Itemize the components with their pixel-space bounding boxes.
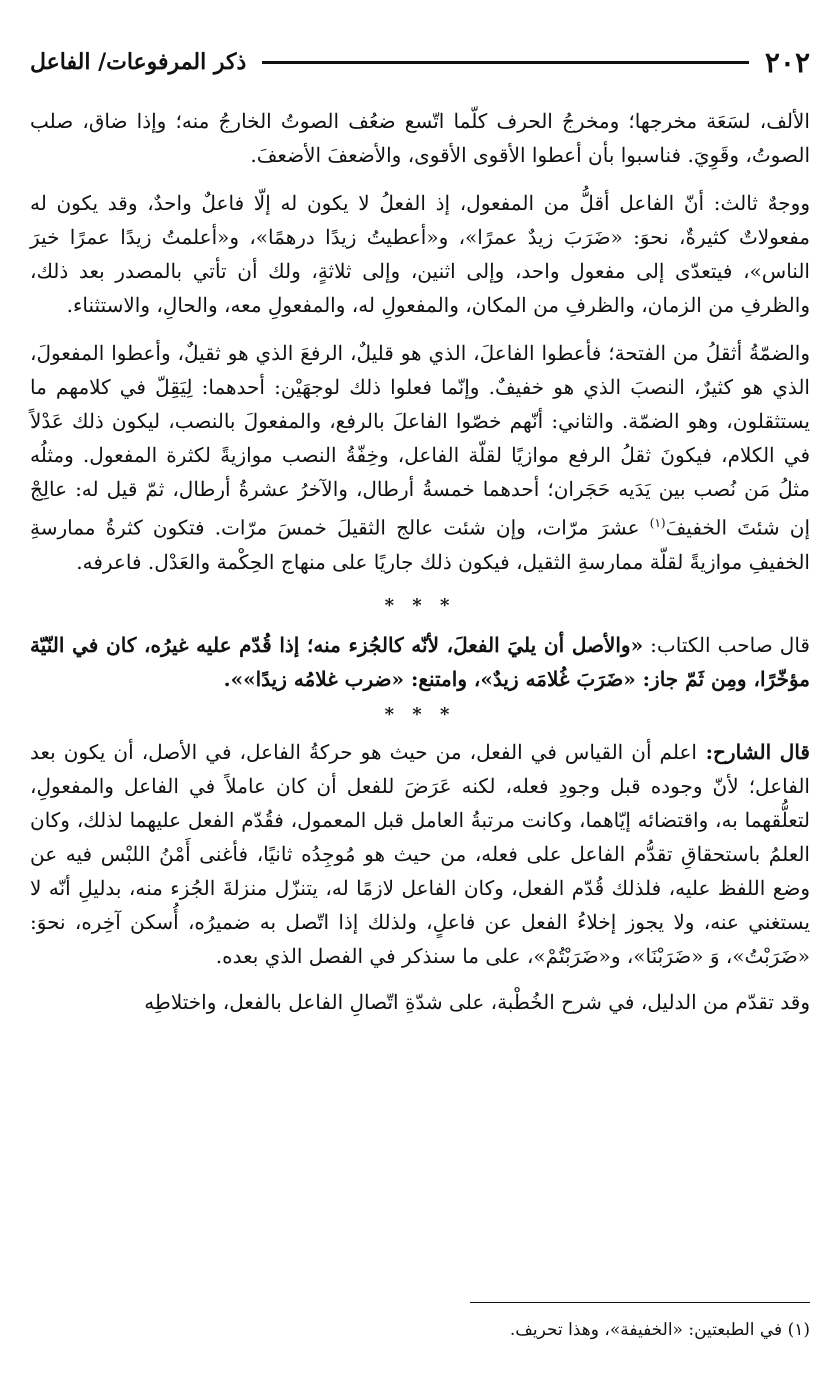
commentator-label: قال الشارح:	[696, 739, 810, 764]
paragraph-3-text-a: والضمّةُ أثقلُ من الفتحة؛ فأعطوا الفاعلَ، الذي هو قليلٌ، الرفعَ الذي هو ثقيلٌ، وأعطوا المفعولَ، الذي هو كثيرٌ، النصبَ الذي هو خفيفٌ. وإنّما فعلوا ذلك لوجهَيْن: أحدهما: لِيَقِلّ في كلامهم ما يستثقلون، وهو الضمّة. والثاني: أنّهم خصّوا الفاعلَ بالرفع، والمفعولَ بالنصب، ليكون ذلك عَدْلاً في الكلام، فيكونَ ثقلُ الرفع موازيًا لقلّة الفاعل، وخِفّةُ النصب موازيةً لكثرة المفعول. ومثلُه مثلُ مَن نُصب بين يَدَيه حَجَران؛ أحدهما خمسةُ أرطال، والآخرُ عشرةُ أرطال، ثمّ قيل له: عالِجْ إن شئتَ الخفيفَ	[30, 341, 811, 540]
footnote-rule	[470, 1302, 810, 1303]
paragraph-3	[30, 336, 810, 579]
commentary-paragraph	[30, 735, 810, 973]
header-rule	[262, 61, 749, 64]
paragraph-3-text-b: عشرَ مرّات، وإن شئت عالج الثقيلَ خمسَ مرّات. فتكون كثرةُ ممارسةِ الخفيفِ موازيةً لقلّة ممارسةِ الثقيل، فيكون ذلك جاريًا على منهاج الحِكْمة والعَدْل. فاعرفه.	[30, 515, 810, 574]
page-body	[30, 104, 810, 1019]
section-separator: * * *	[384, 703, 456, 725]
paragraph-final: وقد تقدّم من الدليل، في شرح الخُطْبة، على شدّةِ اتّصالِ الفاعل بالفعل، واختلاطِه	[144, 989, 810, 1014]
quote-text: «والأصل أن يليَ الفعلَ، لأنّه كالجُزء منه؛ إذا قُدّم عليه غيرُه، كان في النّيّة مؤخّرًا، ومِن ثَمّ جاز: «ضَرَبَ غُلامَه زيدٌ»، وامتنع: «ضرب غلامُه زيدًا»».	[30, 632, 810, 691]
section-separator: * * *	[384, 594, 456, 616]
paragraph-2: ووجهٌ ثالث: أنّ الفاعل أقلُّ من المفعول، إذ الفعلُ لا يكون له إلّا فاعلٌ واحدٌ، وقد يكون له مفعولاتٌ كثيرةٌ، نحوَ: «ضَرَبَ زيدٌ عمرًا»، و«أعطيتُ زيدًا درهمًا»، و«أعلمتُ زيدًا عمرًا خيرَ الناس»، فيتعدّى إلى مفعول واحد، وإلى اثنين، وإلى ثلاثةٍ، ولك أن تأتي بالمصدر بعد ذلك، والظرفِ من الزمان، والظرفِ من المكان، والمفعولِ له، والمفعولِ معه، والحالِ، والاستثناء.	[30, 191, 810, 317]
page-header	[30, 42, 810, 82]
quote-intro: قال صاحب الكتاب:	[643, 632, 810, 657]
commentary-text: اعلم أن القياس في الفعل، من حيث هو حركةُ الفاعل، في الأصل، أن يكون بعد الفاعل؛ لأنّ وجوده قبل وجودِ فعله، لكنه عَرَضَ للفعل أن كان عاملاً في الفاعل والمفعولِ، لتعلُّقهما به، واقتضائه إيّاهما، وكانت مرتبةُ العامل قبل المعمول، فقُدّم الفعل عليهما لذلك، وكان العلمُ باستحقاقِ تقدُّم الفاعل على فعله، من حيث هو مُوجِدُه ثانيًا، فأغنى أَمْنُ اللبْس فيه عن وضع اللفظ عليه، فلذلك قُدّم الفعل، وكان الفاعل لازمًا له، يتنزّل منزلةَ الجُزء منه، بدليلِ أنّه لا يستغني عنه، ولا يجوز إخلاءُ الفعل عن فاعلٍ، ولذلك إذا اتّصل به ضميرُه، أُسكن آخِره، نحوَ: «ضَرَبْتُ»، وَ «ضَرَبْنَا»، و«ضَرَبْتُمْ»، على ما سنذكر في الفصل الذي بعده.	[30, 739, 810, 968]
footnote-number: (١)	[787, 1320, 810, 1340]
footnote	[30, 1316, 810, 1344]
page-number: ٢٠٢	[764, 45, 810, 79]
running-title: ذكر المرفوعات/ الفاعل	[30, 49, 247, 75]
footnote-reference: (١)	[649, 516, 666, 530]
paragraph-1: الألف، لسَعَة مخرجها؛ ومخرجُ الحرف كلّما اتّسع ضعُف الصوتُ الخارجُ منه؛ وإذا ضاق، صلب الصوتُ، وقَوِيَ. فناسبوا بأن أعطوا الأقوى الأقوى، والأضعفَ الأضعفَ.	[30, 109, 810, 167]
author-quote-paragraph	[30, 628, 810, 696]
footnote-text: في الطبعتين: «الخفيفة»، وهذا تحريف.	[509, 1320, 783, 1340]
